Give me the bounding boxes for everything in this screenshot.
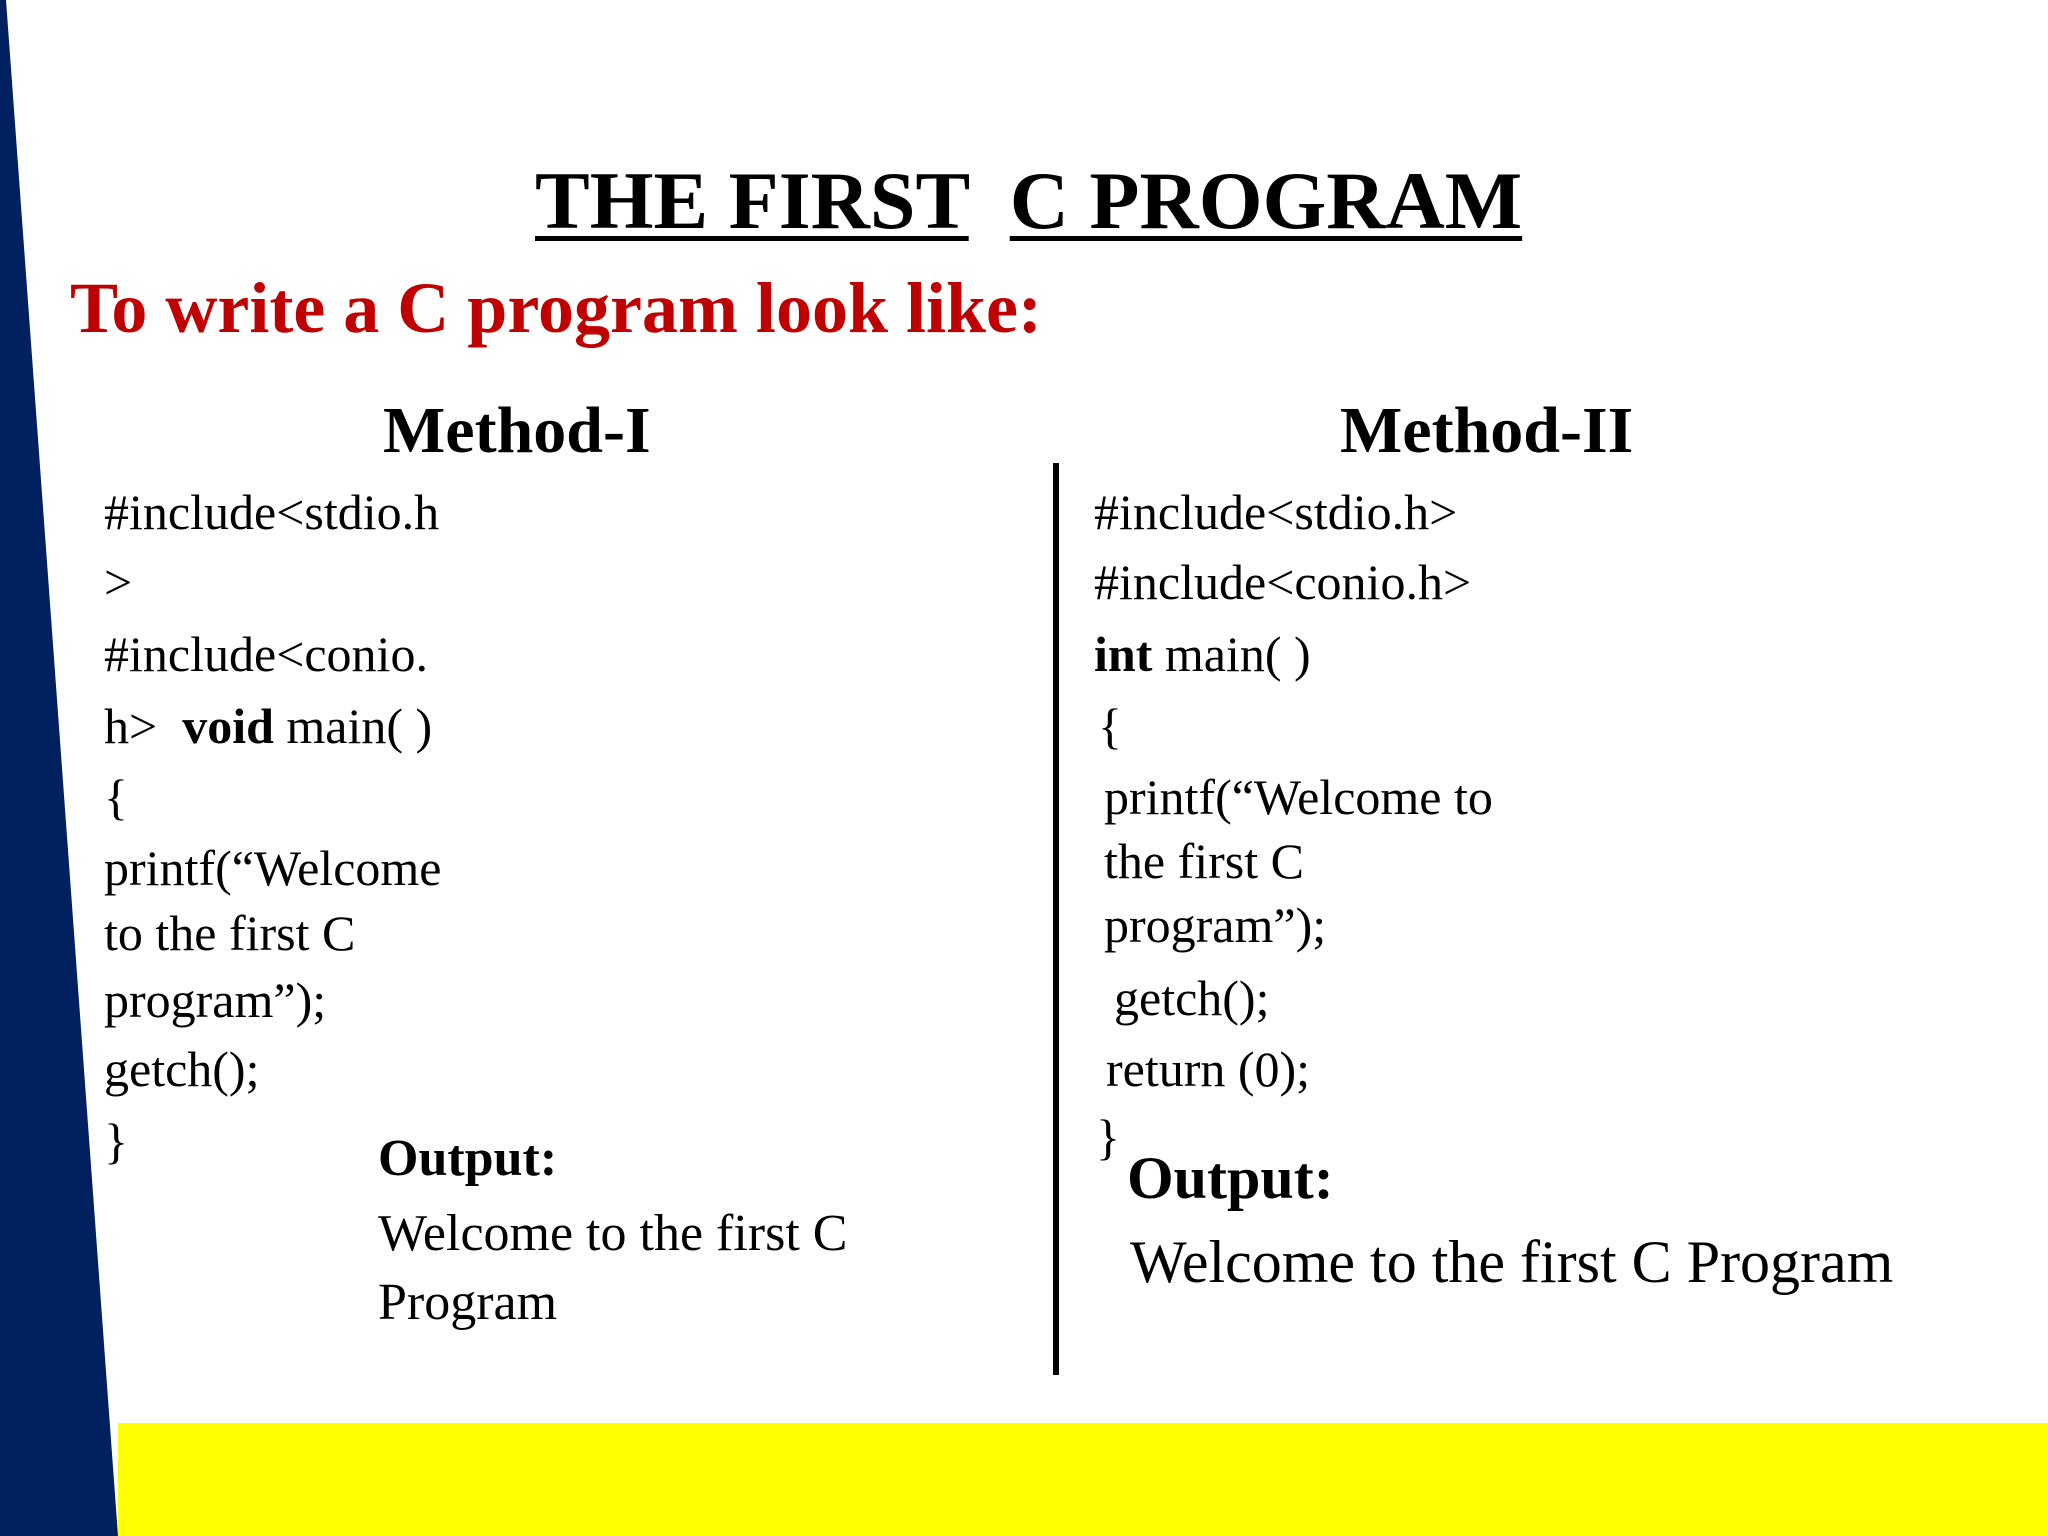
method-2-output-text: Welcome to the first C Program	[1130, 1229, 1894, 1295]
method-1-code-line: #include<conio.	[104, 626, 428, 682]
slide-subtitle: To write a C program look like:	[70, 268, 1042, 348]
method-2-code-line: getch();	[1114, 970, 1270, 1026]
method-2-code-line: #include<conio.h>	[1094, 554, 1472, 610]
method-2-code-line: program”);	[1104, 897, 1327, 953]
method-2-code-line: return (0);	[1106, 1041, 1311, 1097]
method-1-code-line: >	[104, 554, 133, 610]
method-1-output-text: Program	[378, 1274, 558, 1331]
keyword-int: int	[1094, 626, 1153, 682]
method-2-heading: Method-II	[1340, 394, 1634, 467]
title-part-1: THE FIRST	[535, 155, 969, 246]
method-1-heading: Method-I	[383, 394, 651, 467]
slide-title	[535, 155, 1523, 246]
method-1-code-line: {	[104, 769, 128, 825]
method-1-output-text: Welcome to the first C	[378, 1205, 848, 1262]
code-token: main( )	[273, 698, 433, 754]
method-1-code-line: printf(“Welcome	[104, 840, 442, 896]
method-1-code-line: getch();	[104, 1041, 260, 1097]
method-1-output-label: Output:	[378, 1130, 558, 1187]
method-1-code-line: #include<stdio.h	[104, 484, 440, 540]
method-2-code-line: }	[1096, 1109, 1120, 1165]
method-1-code-line	[104, 698, 433, 754]
method-1-code-line: }	[104, 1113, 128, 1169]
code-token: h>	[104, 698, 158, 754]
method-2-code-line: printf(“Welcome to	[1104, 769, 1493, 825]
method-1-code-line: to the first C	[104, 905, 356, 961]
method-2-code-line	[1094, 626, 1311, 682]
title-part-2: C PROGRAM	[1009, 155, 1523, 246]
bottom-decorative-band	[118, 1423, 2048, 1536]
method-2-code-line: {	[1098, 698, 1122, 754]
method-1-code-line: program”);	[104, 972, 327, 1028]
method-2-output-label: Output:	[1127, 1145, 1334, 1211]
method-2-code-line: #include<stdio.h>	[1094, 484, 1458, 540]
code-token: main( )	[1152, 626, 1311, 682]
method-2-code-line: the first C	[1104, 833, 1304, 889]
keyword-void: void	[182, 698, 274, 754]
column-divider	[1053, 463, 1059, 1375]
